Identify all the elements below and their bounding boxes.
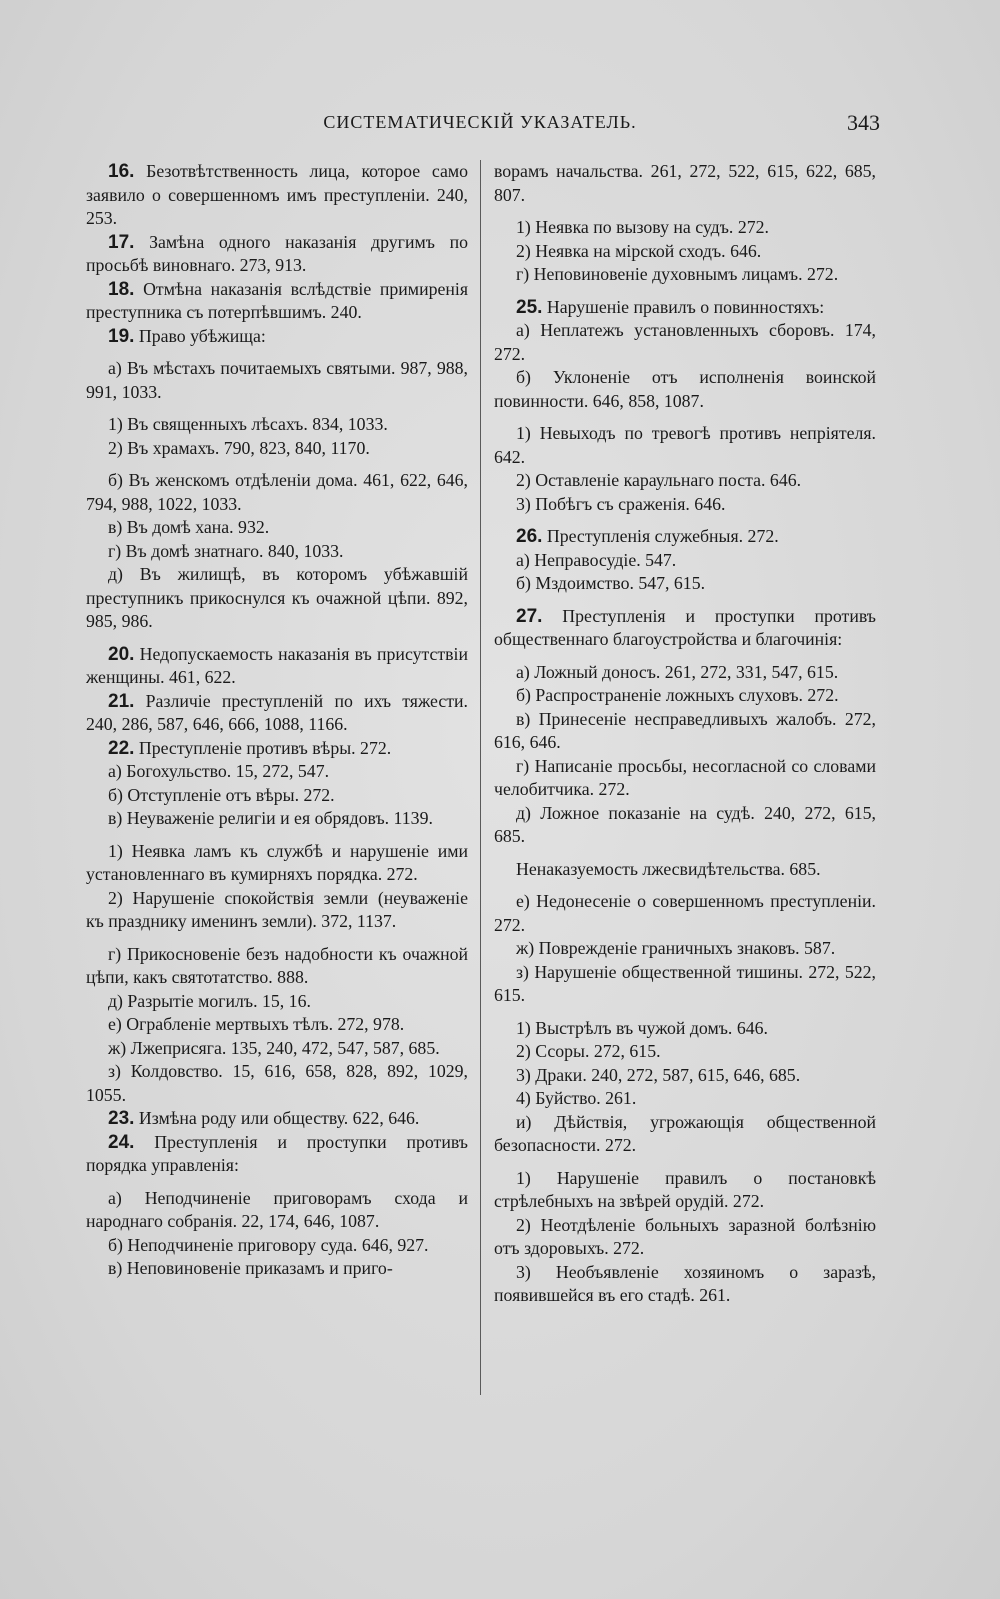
section-number: 26. [516, 526, 543, 547]
index-entry [494, 469, 876, 493]
index-section-entry [494, 296, 876, 320]
entry-text: Преступленіе противъ вѣры. 272. [134, 737, 392, 758]
entry-text: а) Богохульство. 15, 272, 547. [108, 761, 330, 781]
section-number: 16. [108, 161, 135, 182]
index-entry [86, 1234, 468, 1258]
entry-text: Нарушеніе правилъ о повинностяхъ: [542, 296, 825, 317]
index-entry [494, 240, 876, 264]
entry-text: в) Неповиновеніе приказамъ и приго- [108, 1258, 393, 1278]
entry-text: в) Въ домѣ хана. 932. [108, 517, 270, 537]
section-number: 27. [516, 605, 543, 627]
entry-text: д) Ложное показаніе на судѣ. 240, 272, 615, 685. [494, 802, 876, 846]
index-entry [494, 549, 876, 573]
entry-text: г) Въ домѣ знатнаго. 840, 1033. [108, 540, 344, 561]
entry-text: 2) Нарушеніе спокойствія земли (неуваженіе къ празднику именинъ земли). 372, 1137. [86, 887, 468, 931]
entry-text: а) Неправосудіе. 547. [516, 549, 677, 570]
index-entry [494, 319, 876, 366]
index-entry [494, 661, 876, 685]
index-entry [494, 216, 876, 240]
left-column [86, 160, 468, 1281]
entry-text: 3) Необъявленіе хозяиномъ о заразѣ, появившейся въ его стадѣ. 261. [494, 1261, 876, 1305]
index-entry [494, 937, 876, 961]
entry-text: 1) Невыходъ по тревогѣ противъ непріятеля. 642. [494, 423, 876, 467]
index-entry [494, 422, 876, 469]
entry-text: з) Нарушеніе общественной тишины. 272, 522, 615. [494, 961, 876, 1005]
entry-text: б) Мздоимство. 547, 615. [516, 573, 706, 593]
index-entry [494, 1167, 876, 1214]
entry-text: 2) Неявка на мірской сходъ. 646. [516, 240, 762, 261]
entry-text: ж) Лжеприсяга. 135, 240, 472, 547, 587, 685. [108, 1037, 440, 1058]
entry-text: 2) Въ храмахъ. 790, 823, 840, 1170. [108, 437, 370, 458]
index-entry [86, 413, 468, 437]
index-section-entry [86, 278, 468, 325]
section-number: 17. [108, 231, 135, 253]
index-section-entry [86, 231, 468, 278]
entry-text: Различіе преступленій по ихъ тяжести. 240, 286, 587, 646, 666, 1088, 1166. [86, 690, 468, 734]
entry-text: е) Ограбленіе мертвыхъ тѣлъ. 272, 978. [108, 1014, 405, 1034]
entry-text: а) Въ мѣстахъ почитаемыхъ святыми. 987, 988, 991, 1033. [86, 358, 468, 402]
column-divider [480, 160, 481, 1395]
index-entry [86, 1060, 468, 1107]
entry-text: 4) Буйство. 261. [516, 1088, 637, 1108]
entry-text: з) Колдовство. 15, 616, 658, 828, 892, 1029, 1055. [86, 1061, 468, 1105]
index-entry [494, 890, 876, 937]
index-entry [86, 437, 468, 461]
entry-text: е) Недонесеніе о совершенномъ преступленіи. 272. [494, 891, 876, 935]
right-column [494, 160, 876, 1308]
entry-text: Недопускаемость наказанія въ присутствіи женщины. 461, 622. [86, 643, 468, 687]
entry-text: в) Неуваженіе религіи и ея обрядовъ. 1139. [108, 808, 433, 828]
entry-text: д) Разрытіе могилъ. 15, 16. [108, 990, 311, 1011]
index-entry [494, 263, 876, 287]
page-header [80, 112, 880, 142]
index-entry [494, 366, 876, 413]
entry-text: б) Отступленіе отъ вѣры. 272. [108, 784, 335, 805]
entry-text: 2) Оставленіе караульнаго поста. 646. [516, 470, 802, 490]
running-title: СИСТЕМАТИЧЕСКІЙ УКАЗАТЕЛЬ. [323, 112, 637, 132]
index-entry [494, 684, 876, 708]
entry-text: Измѣна роду или обществу. 622, 646. [134, 1108, 420, 1128]
index-entry [86, 357, 468, 404]
entry-text: 1) Въ священныхъ лѣсахъ. 834, 1033. [108, 414, 388, 434]
entry-text: Преступленія служебныя. 272. [542, 526, 779, 546]
entry-text: Преступленія и проступки противъ общественнаго благоустройства и благочинія: [494, 605, 876, 649]
entry-text: б) Въ женскомъ отдѣленіи дома. 461, 622, 646, 794, 988, 1022, 1033. [86, 470, 468, 514]
entry-text: д) Въ жилищѣ, въ которомъ убѣжавшій преступникъ прикоснулся къ очажной цѣпи. 892, 985, 986. [86, 564, 468, 631]
entry-text: б) Распространеніе ложныхъ слуховъ. 272. [516, 685, 839, 705]
entry-text: г) Написаніе просьбы, несогласной со словами челобитчика. 272. [494, 755, 876, 799]
entry-text: б) Неподчиненіе приговору суда. 646, 927. [108, 1234, 429, 1255]
index-entry [494, 858, 876, 882]
index-entry [86, 807, 468, 831]
entry-text: Ненаказуемость лжесвидѣтельства. 685. [516, 858, 821, 879]
entry-text: в) Принесеніе несправедливыхъ жалобъ. 272, 616, 646. [494, 708, 876, 752]
page-number: 343 [847, 110, 880, 135]
entry-text: Преступленія и проступки противъ порядка управленія: [86, 1131, 468, 1175]
index-entry [86, 840, 468, 887]
index-entry [86, 1037, 468, 1061]
index-entry [494, 961, 876, 1008]
index-entry [494, 1214, 876, 1261]
entry-text: 1) Неявка по вызову на судъ. 272. [516, 217, 769, 237]
index-entry [494, 572, 876, 596]
section-number: 24. [108, 1131, 135, 1153]
entry-text: Замѣна одного наказанія другимъ по просьбѣ виновнаго. 273, 913. [86, 231, 468, 275]
entry-text: ворамъ начальства. 261, 272, 522, 615, 622, 685, 807. [494, 161, 876, 205]
entry-text: 1) Нарушеніе правилъ о постановкѣ стрѣлебныхъ на звѣрей орудій. 272. [494, 1167, 876, 1211]
section-number: 22. [108, 737, 135, 759]
index-section-entry [86, 160, 468, 231]
index-section-entry [494, 605, 876, 652]
index-entry [494, 1017, 876, 1041]
index-section-entry [494, 525, 876, 549]
index-section-entry [86, 690, 468, 737]
index-entry [494, 1111, 876, 1158]
section-number: 19. [108, 325, 135, 347]
index-entry [494, 1064, 876, 1088]
entry-text: 2) Ссоры. 272, 615. [516, 1041, 661, 1061]
index-entry [86, 990, 468, 1014]
entry-text: 1) Неявка ламъ къ службѣ и нарушеніе ими установленнаго въ кумирняхъ порядка. 272. [86, 840, 468, 884]
index-entry [86, 1187, 468, 1234]
index-entry [86, 516, 468, 540]
index-entry [86, 760, 468, 784]
entry-text: а) Неплатежъ установленныхъ сборовъ. 174, 272. [494, 320, 876, 364]
index-entry [86, 469, 468, 516]
section-number: 18. [108, 278, 135, 300]
entry-text: 3) Драки. 240, 272, 587, 615, 646, 685. [516, 1064, 801, 1085]
index-entry [494, 755, 876, 802]
entry-text: 1) Выстрѣлъ въ чужой домъ. 646. [516, 1017, 768, 1038]
index-entry [494, 493, 876, 517]
index-entry [86, 887, 468, 934]
index-section-entry [86, 643, 468, 690]
index-entry [86, 943, 468, 990]
index-section-entry [86, 737, 468, 761]
index-section-entry [86, 325, 468, 349]
index-entry [86, 784, 468, 808]
entry-text: г) Неповиновеніе духовнымъ лицамъ. 272. [516, 264, 839, 284]
entry-text: б) Уклоненіе отъ исполненія воинской повинности. 646, 858, 1087. [494, 367, 876, 411]
entry-text: г) Прикосновеніе безъ надобности къ очажной цѣпи, какъ святотатство. 888. [86, 943, 468, 987]
index-section-entry [86, 1107, 468, 1131]
entry-text: Отмѣна наказанія вслѣдствіе примиренія преступника съ потерпѣвшимъ. 240. [86, 278, 468, 322]
entry-text: 2) Неотдѣленіе больныхъ заразной болѣзнію отъ здоровыхъ. 272. [494, 1214, 876, 1258]
index-entry [494, 160, 876, 207]
index-entry [494, 708, 876, 755]
index-entry [86, 540, 468, 564]
section-number: 23. [108, 1108, 135, 1129]
entry-text: а) Неподчиненіе приговорамъ схода и народнаго собранія. 22, 174, 646, 1087. [86, 1187, 468, 1231]
entry-text: ж) Поврежденіе граничныхъ знаковъ. 587. [516, 938, 836, 958]
section-number: 21. [108, 690, 135, 712]
entry-text: Право убѣжища: [134, 325, 266, 346]
index-section-entry [86, 1131, 468, 1178]
index-entry [494, 1040, 876, 1064]
index-entry [494, 1261, 876, 1308]
index-entry [86, 1257, 468, 1281]
entry-text: и) Дѣйствія, угрожающія общественной безопасности. 272. [494, 1111, 876, 1155]
section-number: 25. [516, 296, 543, 318]
entry-text: Безотвѣтственность лица, которое само заявило о совершенномъ имъ преступленіи. 240, 253. [86, 161, 468, 228]
index-entry [86, 563, 468, 634]
index-entry [86, 1013, 468, 1037]
entry-text: 3) Побѣгъ съ сраженія. 646. [516, 493, 726, 514]
entry-text: а) Ложный доносъ. 261, 272, 331, 547, 615. [516, 661, 839, 682]
index-entry [494, 1087, 876, 1111]
index-entry [494, 802, 876, 849]
section-number: 20. [108, 643, 135, 665]
